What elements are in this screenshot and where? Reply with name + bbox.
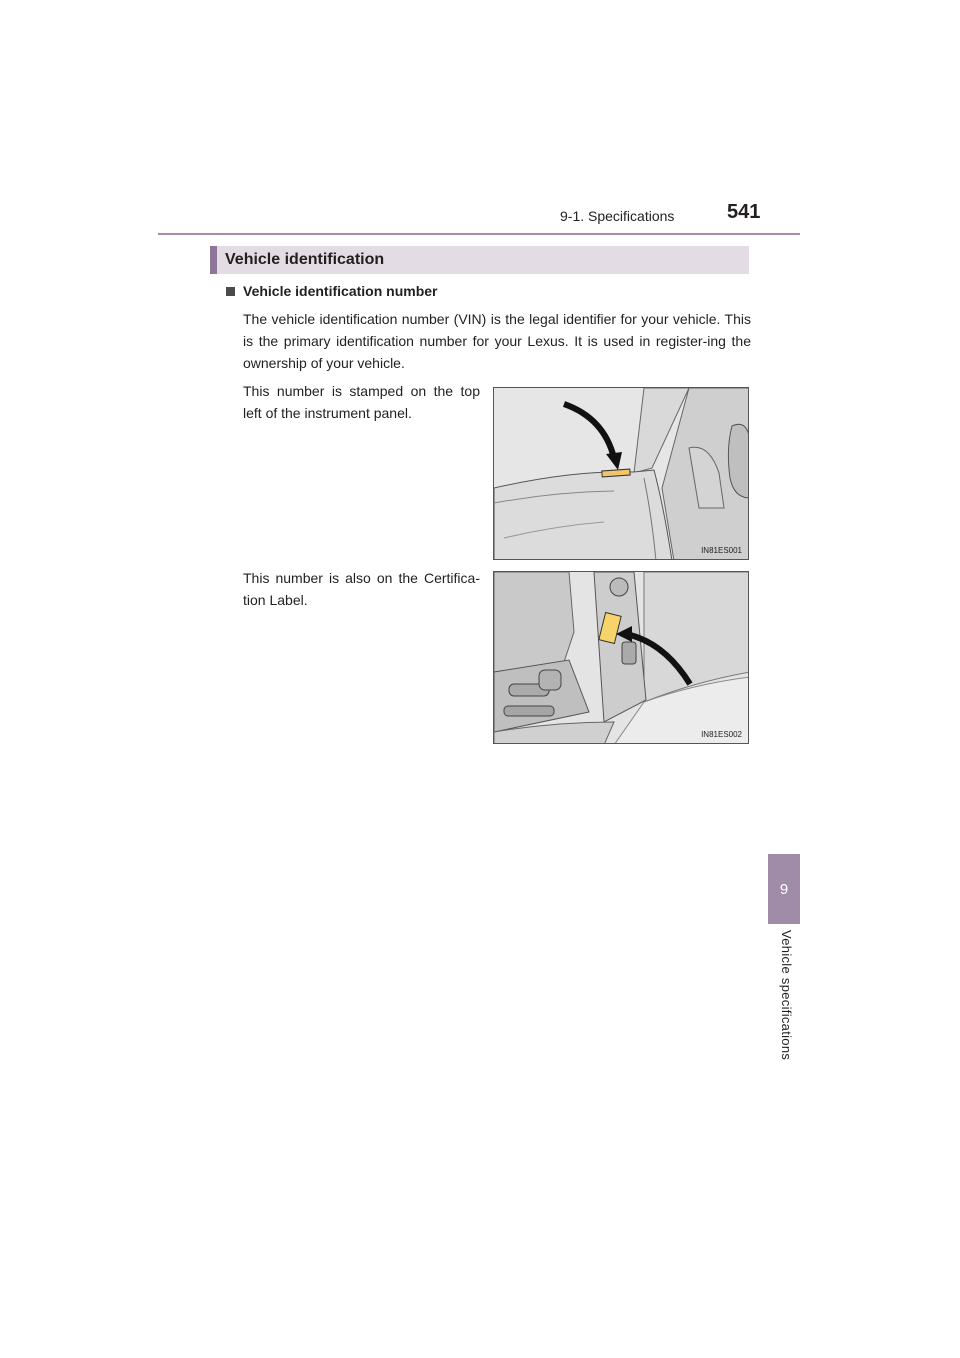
figure-1: [493, 387, 749, 560]
figure-2-code: IN81ES002: [701, 730, 742, 739]
chapter-title: Vehicle specifications: [779, 930, 794, 1061]
subsection-heading: [226, 283, 437, 299]
vin-plate-mark: [602, 469, 630, 477]
page-number: 541: [727, 201, 761, 223]
figure-1-caption: This number is stamped on the top left of the instrument panel.: [243, 383, 480, 421]
instrument-panel-vin-illustration: [494, 388, 749, 560]
figure-2-caption: This number is also on the Certifica-tion Label.: [243, 570, 480, 608]
figure-1-code: IN81ES001: [701, 546, 742, 555]
chapter-tab: 9: [768, 854, 800, 924]
square-bullet-icon: [226, 287, 235, 296]
header-section-title: 9-1. Specifications: [560, 208, 675, 224]
figure-2: [493, 571, 749, 744]
header-rule: [158, 233, 800, 235]
subsection-heading-text: Vehicle identification number: [243, 283, 438, 299]
section-heading: Vehicle identification: [210, 246, 749, 274]
subsection-body: The vehicle identification number (VIN) is the legal identifier for your vehicle. This is the primary identification number for your Lexus. It is used in register-ing the ownership of your vehicle.: [243, 311, 751, 371]
door-pillar-certification-label-illustration: [494, 572, 749, 744]
